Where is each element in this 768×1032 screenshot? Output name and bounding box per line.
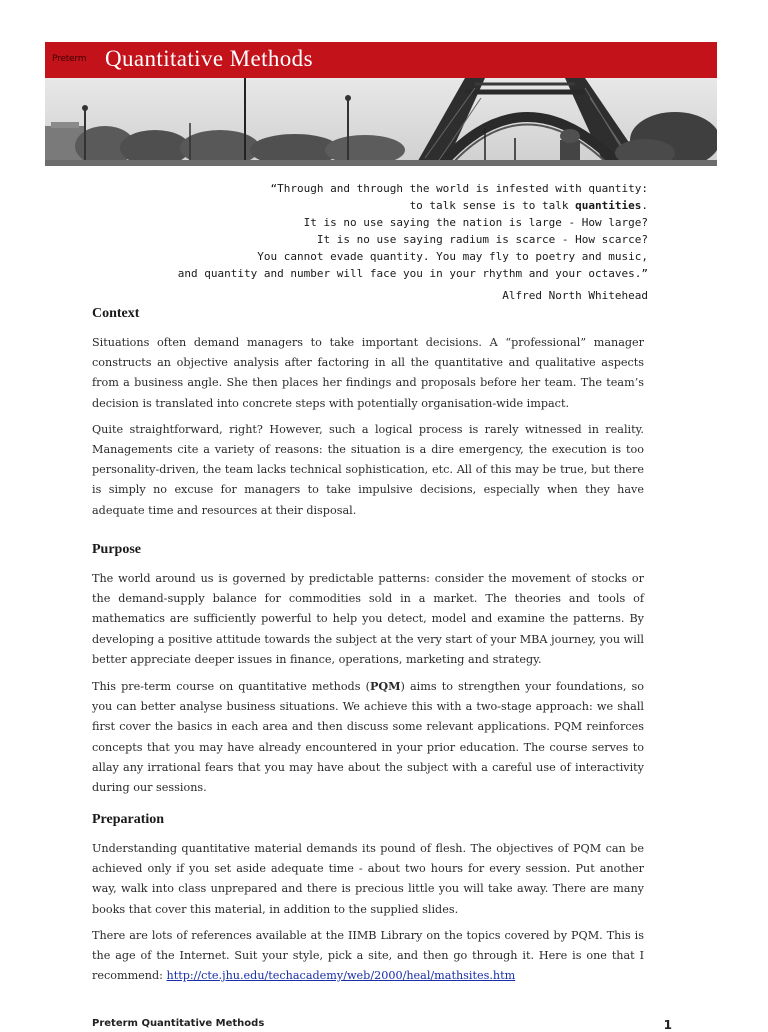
paragraph: Quite straightforward, right? However, such a logical process is rarely witnessed in reality. Managements cite a variety of reasons: the situation is a dire emergency, the execution is too personality-driven, the team lacks technical sophistication, etc. All of this may be true, but there is simply no excuse for managers to take impulsive decisions, especially when they have adequate time and resources at their disposal.	[92, 422, 644, 517]
document-title: Quantitative Methods	[105, 46, 313, 71]
paragraph: Situations often demand managers to take important decisions. A “professional” manager constructs an objective analysis after factoring in all the quantitative and qualitative aspects from a business angle. She then places her findings and proposals before her team. The team’s decision is translated into concrete steps with potentially organisation-wide impact.	[92, 336, 644, 410]
quote-line: to talk sense is to talk quantities.	[409, 199, 648, 212]
footer-title: Preterm Quantitative Methods	[92, 1018, 265, 1029]
quote-line: You cannot evade quantity. You may fly to poetry and music,	[257, 250, 648, 263]
page-number: 1	[663, 1018, 672, 1032]
paragraph: Understanding quantitative material demands its pound of flesh. The objectives of PQM can be achieved only if you set aside adequate time - about two hours for every session. Put another way, walk into class unprepared and there is precious little you will take away. There are many books that cover this material, in addition to the supplied slides.	[92, 842, 644, 916]
pqm-abbrev: PQM	[369, 679, 401, 694]
eiffel-tower-photo	[45, 78, 717, 166]
header-tag: Preterm	[52, 54, 87, 64]
preparation-section	[92, 811, 644, 986]
purpose-section	[92, 541, 644, 798]
quote-author: Alfred North Whitehead	[502, 289, 648, 302]
section-heading: Purpose	[92, 542, 141, 557]
header-banner	[45, 42, 717, 78]
quote-line: It is no use saying radium is scarce - How scarce?	[316, 233, 648, 246]
section-heading: Context	[92, 306, 140, 321]
paragraph: The world around us is governed by predictable patterns: consider the movement of stocks or the demand-supply balance for commodities sold in a market. The theories and tools of mathematics are sufficiently powerful to help you detect, model and examine the patterns. By developing a positive attitude towards the subject at the very start of your MBA journey, you will better appreciate deeper issues in finance, operations, marketing and strategy.	[92, 572, 644, 666]
section-heading: Preparation	[92, 812, 165, 827]
quote-line: It is no use saying the nation is large - How large?	[303, 216, 648, 229]
quote-line: “Through and through the world is infested with quantity:	[270, 182, 648, 195]
paragraph: There are lots of references available at the IIMB Library on the topics covered by PQM. This is the age of the Internet. Suit your style, pick a site, and then go through it. Here is one that I recommend: http://cte.jhu.edu/techacademy/web/2000/heal/mathsites.htm	[92, 928, 644, 983]
reference-link[interactable]: http://cte.jhu.edu/techacademy/web/2000/heal/mathsites.htm	[166, 969, 516, 983]
context-section	[92, 305, 644, 521]
paragraph: This pre-term course on quantitative methods (PQM) aims to strengthen your foundations, so you can better analyse business situations. We achieve this with a two-stage approach: we shall first cover the basics in each area and then discuss some relevant applications. PQM reinforces concepts that you may have already encountered in your prior education. The course serves to allay any irrational fears that you may have about the subject with a careful use of interactivity during our sessions.	[92, 679, 644, 795]
quote-line: and quantity and number will face you in your rhythm and your octaves.”	[177, 267, 648, 280]
opening-quote	[88, 180, 648, 304]
quote-emphasis: quantities	[575, 199, 642, 212]
